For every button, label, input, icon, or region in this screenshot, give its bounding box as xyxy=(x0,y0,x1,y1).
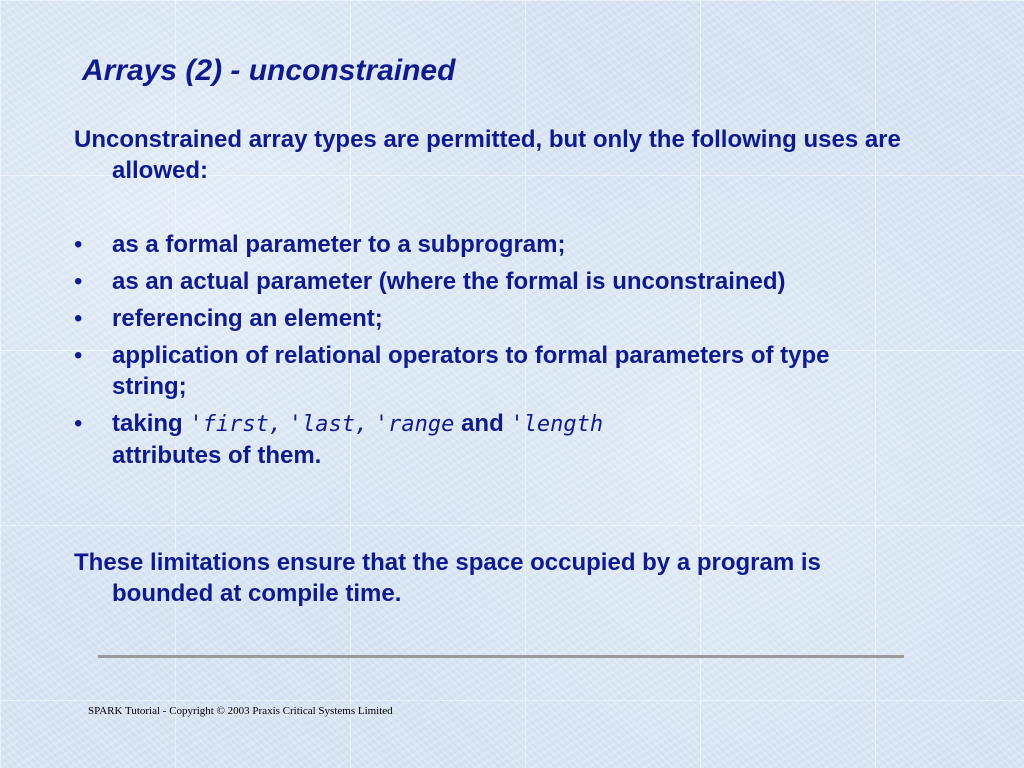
background-seam xyxy=(0,0,1,768)
and-word: and xyxy=(461,410,504,437)
list-item-text: as a formal parameter to a subprogram; xyxy=(112,231,566,258)
list-item xyxy=(74,340,894,402)
bullet-icon: • xyxy=(74,268,83,295)
list-item xyxy=(74,408,894,471)
attributes-tail: attributes of them. xyxy=(112,442,322,469)
background-seam xyxy=(0,0,1024,1)
attribute-range: 'range xyxy=(374,412,455,437)
bullet-icon: • xyxy=(74,342,83,369)
taking-word: taking xyxy=(112,410,183,437)
attribute-first: 'first, xyxy=(189,412,283,437)
list-item-text: application of relational operators to formal parameters of type string; xyxy=(112,342,830,400)
list-item xyxy=(74,303,894,334)
background-seam xyxy=(0,525,1024,526)
list-item xyxy=(74,229,894,260)
bullet-icon: • xyxy=(74,410,83,437)
list-item-text: referencing an element; xyxy=(112,305,383,332)
attribute-length: 'length xyxy=(510,412,604,437)
bullet-icon: • xyxy=(74,231,83,258)
attribute-last: 'last, xyxy=(288,412,369,437)
conclusion-paragraph: These limitations ensure that the space occupied by a program is bounded at compile time. xyxy=(74,549,821,607)
bullet-list xyxy=(74,229,894,477)
footer-copyright: SPARK Tutorial - Copyright © 2003 Praxis Critical Systems Limited xyxy=(88,705,393,717)
background-seam xyxy=(0,700,1024,701)
intro-paragraph: Unconstrained array types are permitted, but only the following uses are allowed: xyxy=(74,126,901,184)
slide-title: Arrays (2) - unconstrained xyxy=(82,54,456,87)
list-item-text: as an actual parameter (where the formal is unconstrained) xyxy=(112,268,786,295)
footer-divider xyxy=(98,655,904,658)
bullet-icon: • xyxy=(74,305,83,332)
list-item xyxy=(74,266,894,297)
